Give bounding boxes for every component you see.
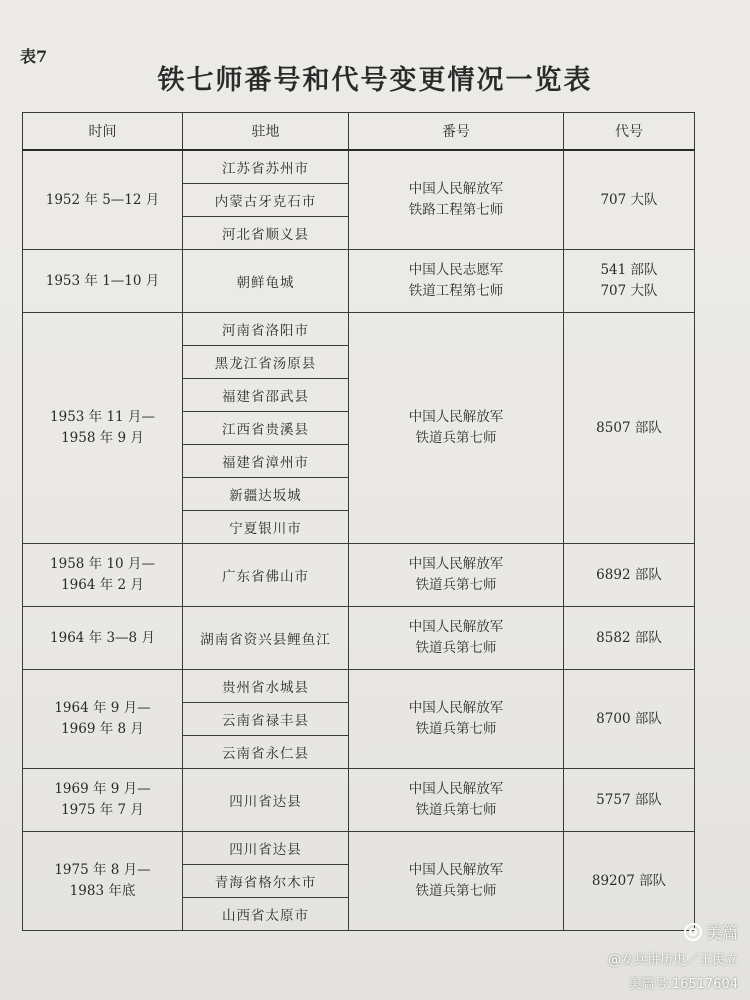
- designation-line: 中国人民解放军: [408, 781, 504, 797]
- code-line: 541 部队: [600, 262, 658, 278]
- designation-cell: [349, 250, 564, 313]
- location-cell: 江苏省苏州市: [183, 150, 349, 184]
- designation-line: 中国人民志愿军: [408, 262, 504, 278]
- header-location: 驻地: [183, 113, 349, 151]
- code-cell: [564, 313, 695, 544]
- location-cell: 青海省格尔木市: [183, 865, 349, 898]
- time-cell: [23, 544, 183, 607]
- code-cell: [564, 607, 695, 670]
- code-line: 707 大队: [600, 283, 658, 299]
- table-row: [23, 607, 695, 670]
- code-line: 8700 部队: [596, 710, 662, 727]
- location-cell: 宁夏银川市: [183, 511, 349, 544]
- code-line: 5757 部队: [596, 791, 662, 808]
- table-row: [23, 832, 695, 865]
- watermark-logo: [684, 920, 738, 943]
- location-cell: 四川省达县: [183, 832, 349, 865]
- location-cell: 云南省永仁县: [183, 736, 349, 769]
- time-cell: [23, 832, 183, 931]
- table-label: 表7: [20, 47, 48, 66]
- header-time: 时间: [23, 113, 183, 151]
- table-row: [23, 250, 695, 313]
- code-cell: [564, 544, 695, 607]
- designation-cell: [349, 670, 564, 769]
- location-cell: 贵州省水城县: [183, 670, 349, 703]
- time-line: 1953 年 11 月—: [50, 409, 155, 425]
- code-line: 707 大队: [600, 191, 658, 208]
- time-line: 1952 年 5—12 月: [45, 191, 160, 208]
- table-row: [23, 670, 695, 703]
- designation-line: 铁道兵第七师: [415, 721, 497, 737]
- time-cell: [23, 769, 183, 832]
- designation-line: 中国人民解放军: [408, 700, 504, 716]
- designation-cell: [349, 769, 564, 832]
- designation-line: 中国人民解放军: [408, 409, 504, 425]
- meipian-logo-icon: [684, 923, 702, 941]
- time-line: 1969 年 8 月: [61, 721, 144, 737]
- location-cell: 江西省贵溪县: [183, 412, 349, 445]
- time-line: 1969 年 9 月—: [54, 781, 151, 797]
- location-cell: 云南省禄丰县: [183, 703, 349, 736]
- time-line: 1958 年 9 月: [61, 430, 144, 446]
- time-cell: [23, 313, 183, 544]
- code-line: 8582 部队: [596, 629, 662, 646]
- designation-cell: [349, 832, 564, 931]
- location-cell: 湖南省资兴县鲤鱼江: [183, 607, 349, 670]
- designation-line: 铁道兵第七师: [415, 640, 497, 656]
- designation-cell: [349, 544, 564, 607]
- time-line: 1953 年 1—10 月: [45, 272, 160, 289]
- designation-cell: [349, 607, 564, 670]
- watermark-logo-text: 美篇: [705, 923, 738, 942]
- time-cell: [23, 250, 183, 313]
- document-title: 铁七师番号和代号变更情况一览表: [157, 65, 593, 96]
- location-cell: 福建省邵武县: [183, 379, 349, 412]
- time-line: 1964 年 9 月—: [54, 700, 151, 716]
- designation-line: 中国人民解放军: [408, 181, 504, 197]
- table-row: [23, 544, 695, 607]
- table-header-row: [23, 113, 695, 151]
- code-cell: [564, 832, 695, 931]
- location-cell: 内蒙古牙克石市: [183, 184, 349, 217]
- designation-line: 铁道兵第七师: [415, 577, 497, 593]
- designation-change-table: [22, 112, 695, 931]
- watermark-id: 美篇号:16517604: [628, 977, 738, 992]
- designation-line: 中国人民解放军: [408, 619, 504, 635]
- location-cell: 四川省达县: [183, 769, 349, 832]
- time-cell: [23, 607, 183, 670]
- location-cell: 黑龙江省汤原县: [183, 346, 349, 379]
- watermark-author: @女兵讲历史／王民立: [607, 953, 738, 968]
- location-cell: 山西省太原市: [183, 898, 349, 931]
- designation-cell: [349, 313, 564, 544]
- time-line: 1975 年 7 月: [61, 802, 144, 818]
- designation-line: 铁道工程第七师: [408, 283, 504, 299]
- designation-line: 中国人民解放军: [408, 862, 504, 878]
- time-line: 1964 年 2 月: [61, 577, 144, 593]
- location-cell: 河北省顺义县: [183, 217, 349, 250]
- designation-line: 铁路工程第七师: [408, 202, 504, 218]
- location-cell: 河南省洛阳市: [183, 313, 349, 346]
- code-cell: [564, 150, 695, 250]
- header-code: 代号: [564, 113, 695, 151]
- code-line: 6892 部队: [596, 566, 662, 583]
- designation-cell: [349, 150, 564, 250]
- table-row: [23, 313, 695, 346]
- designation-line: 铁道兵第七师: [415, 802, 497, 818]
- location-cell: 朝鲜龟城: [183, 250, 349, 313]
- designation-line: 铁道兵第七师: [415, 430, 497, 446]
- designation-line: 中国人民解放军: [408, 556, 504, 572]
- header-designation: 番号: [349, 113, 564, 151]
- time-line: 1975 年 8 月—: [54, 862, 151, 878]
- location-cell: 新疆达坂城: [183, 478, 349, 511]
- time-cell: [23, 670, 183, 769]
- time-cell: [23, 150, 183, 250]
- table-row: [23, 150, 695, 184]
- location-cell: 广东省佛山市: [183, 544, 349, 607]
- time-line: 1964 年 3—8 月: [50, 629, 155, 646]
- designation-line: 铁道兵第七师: [415, 883, 497, 899]
- code-cell: [564, 670, 695, 769]
- time-line: 1958 年 10 月—: [50, 556, 155, 572]
- table-row: [23, 769, 695, 832]
- code-line: 89207 部队: [591, 872, 667, 889]
- code-cell: [564, 250, 695, 313]
- code-cell: [564, 769, 695, 832]
- code-line: 8507 部队: [596, 419, 662, 436]
- location-cell: 福建省漳州市: [183, 445, 349, 478]
- time-line: 1983 年底: [69, 883, 136, 899]
- table-body: [23, 150, 695, 931]
